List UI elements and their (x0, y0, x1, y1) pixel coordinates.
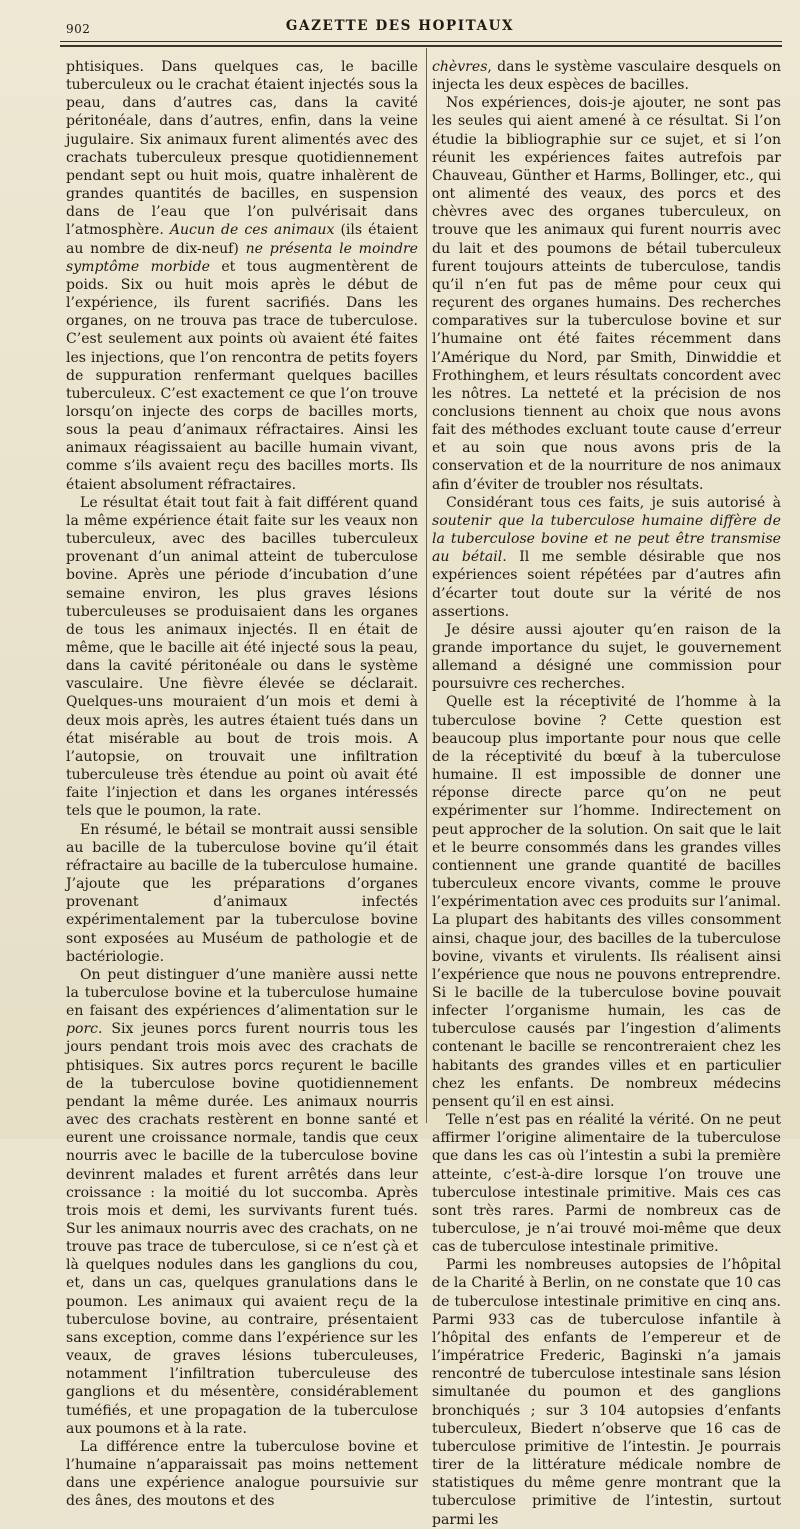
body-text: phtisiques. Dans quelques cas, le bacille tuberculeux ou le crachat étaient injectés sous la peau, dans d’autres cas, dans la cavité péritonéale, dans d’autres, enfin, dans la veine jugulaire. Six animaux furent alimentés avec des crachats tuberculeux presque quotidiennement pendant sept ou huit mois, quatre inhalèrent de grandes quantités de bacilles, en suspension dans de l’eau que l’on pulvérisait dans l’atmosphère. (66, 59, 418, 239)
body-text: Nos expériences, dois-je ajouter, ne sont pas les seules qui aient amené à ce résultat. Si l’on étudie la bibliographie sur ce sujet, et si l’on réunit les expériences faites autrefois par Chauveau, Günther et Harms, Bollinger, etc., qui ont alimenté des veaux, des porcs et des chèvres avec des organes tuberculeux, on trouve que les animaux qui furent nourris avec du lait et des poumons de bétail tuberculeux furent toujours atteints de tuberculose, tandis qu’il n’en fut pas de même pour ceux qui reçurent des organes humains. Des recherches comparatives sur la tuberculose bovine et sur l’humaine ont été faites récemment dans l’Amérique du Nord, par Smith, Dinwiddie et Frothinghem, et leurs résultats concordent avec les nôtres. La netteté et la précision de nos conclusions tiennent au choix que nous avons fait des méthodes excluant toute cause d’erreur et au soin que nous avons pris de la conservation et de la nourriture de nos animaux afin d’éviter de troubler nos résultats. (432, 95, 781, 493)
body-text: . Il me semble désirable que nos expériences soient répétées par d’autres afin d’écarter tout doute sur la vérité de nos assertions. (432, 549, 781, 620)
paragraph-continued (66, 58, 418, 494)
italic-text: soutenir que la tuberculose humaine diffère de la tuberculose bovine et ne peut être transmise au bétail (432, 512, 781, 566)
body-text: Considérant tous ces faits, je suis autorisé à (446, 494, 781, 511)
paragraph (432, 1111, 781, 1256)
paragraph (432, 94, 781, 493)
paragraph (66, 1438, 418, 1511)
body-text: (ils étaient au nombre de dix-neuf) (66, 222, 418, 257)
italic-text: ne présenta le moindre symptôme morbide (66, 240, 418, 275)
header-rule-thin (60, 41, 782, 42)
paragraph (432, 621, 781, 694)
italic-text: chèvres (432, 59, 488, 75)
paragraph (432, 494, 781, 621)
paragraph (66, 494, 418, 821)
column-divider (426, 48, 427, 1123)
italic-text: porc (66, 1021, 99, 1038)
italic-text: Aucun de ces animaux (169, 222, 335, 239)
paragraph-continued (432, 58, 781, 94)
left-column (66, 58, 418, 1511)
paragraph (432, 1256, 781, 1528)
body-text: et tous augmentèrent de poids. Six ou huit mois après le début de l’expérience, ils furent sacrifiés. Dans les organes, on ne trouva pas trace de tuberculose. C’est seulement aux points où avaient été faites les injections, que l’on rencontra de petits foyers de suppuration renfermant quelques bacilles tuberculeux. C’est exactement ce que l’on trouve lorsqu’on injecte des corps de bacilles morts, sous la peau d’animaux réfractaires. Ainsi les animaux réagissaient au bacille humain vivant, comme s’ils avaient reçu des bacilles morts. Ils étaient absolument réfractaires. (66, 258, 418, 493)
body-text: Parmi les nombreuses autopsies de l’hôpital de la Charité à Berlin, on ne constate que 10 cas de tuberculose intestinale primitive en cinq ans. Parmi 933 cas de tuberculose infantile à l’hôpital des enfants de l’empereur et de l’impératrice Frederic, Baginski n’a jamais rencontré de tuberculose intestinale sans lésion simultanée du poumon et des ganglions bronchiqués ; sur 3 104 autopsies d’enfants tuberculeux, Biedert n’observe que 16 cas de tuberculose primitive de l’intestin. Je pourrais tirer de la littérature médicale nombre de statistiques du même genre montrant que la tuberculose primitive de l’intestin, surtout parmi les (432, 1257, 781, 1528)
header-rule-thick (60, 45, 782, 47)
body-text: Telle n’est pas en réalité la vérité. On ne peut affirmer l’origine alimentaire de la tuberculose que dans les cas où l’intestin a subi la première atteinte, c’est-à-dire lorsque l’on trouve une tuberculose intestinale primitive. Mais ces cas sont très rares. Parmi de nombreux cas de tuberculose, je n’ai trouvé moi-même que deux cas de tuberculose intestinale primitive. (432, 1112, 781, 1256)
body-text: Le résultat était tout fait à fait différent quand la même expérience était faite sur les veaux non tuberculeux, avec des bacilles tuberculeux provenant d’un animal atteint de tuberculose bovine. Après une période d’incubation d’une semaine environ, les plus graves lésions tuberculeuses se produisaient dans les organes de tous les animaux injectés. Il en était de même, que le bacille ait été injecté sous la peau, dans la cavité péritonéale ou dans le système vasculaire. Une fièvre élevée se déclarait. Quelques-uns mouraient d’un mois et demi à deux mois après, les autres étaient tués dans un état misérable au bout de trois mois. A l’autopsie, on trouvait une infiltration tuberculeuse très étendue au point où avait été faite l’injection et dans les organes intéressés tels que le poumon, la rate. (66, 494, 418, 820)
body-text: , dans le système vasculaire desquels on injecta les deux espèces de bacilles. (432, 59, 781, 94)
body-text: On peut distinguer d’une manière aussi nette la tuberculose bovine et la tuberculose humaine en faisant des expériences d’alimentation sur le (66, 966, 418, 1020)
paragraph (66, 821, 418, 966)
right-column (432, 58, 781, 1529)
body-text: . Six jeunes porcs furent nourris tous les jours pendant trois mois avec des crachats de phtisiques. Six autres porcs reçurent le bacille de la tuberculose bovine quotidiennement pendant la même durée. Les animaux nourris avec des crachats restèrent en bonne santé et eurent une croissance normale, tandis que ceux nourris avec le bacille de la tuberculose bovine devinrent malades et furent arrêtés dans leur croissance : la moitié du lot succomba. Après trois mois et demi, les survivants furent tués. Sur les animaux nourris avec des crachats, on ne trouve pas trace de tuberculose, si ce n’est çà et là quelques nodules dans les ganglions du cou, et, dans un cas, quelques granulations dans le poumon. Les animaux qui avaient reçu de la tuberculose bovine, au contraire, présentaient sans exception, comme dans l’expérience sur les veaux, de graves lésions tuberculeuses, notamment l’infiltration tuberculeuse des ganglions et du mésentère, considérablement tuméfiés, et une propagation de la tuberculose aux poumons et à la rate. (66, 1021, 418, 1437)
paragraph (66, 966, 418, 1438)
running-title: GAZETTE DES HOPITAUX (285, 18, 515, 34)
paragraph (432, 693, 781, 1111)
body-text: Quelle est la réceptivité de l’homme à la tuberculose bovine ? Cette question est beaucoup plus importante pour nous que celle de la réceptivité du bœuf à la tuberculose humaine. Il est impossible de donner une réponse directe parce qu’on ne peut expérimenter sur l’homme. Indirectement on peut approcher de la solution. On sait que le lait et le beurre consommés dans les grandes villes contiennent une grande quantité de bacilles tuberculeux encore vivants, comme le prouve l’expérimentation avec ces produits sur l’animal. La plupart des habitants des villes consomment ainsi, chaque jour, des bacilles de la tuberculose bovine, vivants et virulents. Ils réalisent ainsi l’expérience que nous ne pouvons entreprendre. Si le bacille de la tuberculose bovine pouvait infecter l’organisme humain, les cas de tuberculose causés par l’ingestion d’aliments contenant le bacille se rencontreraient chez les habitants des grandes villes et en particulier chez les enfants. De nombreux médecins pensent qu’il en est ainsi. (432, 694, 781, 1110)
body-text: Je désire aussi ajouter qu’en raison de la grande importance du sujet, le gouvernement allemand a désigné une commission pour poursuivre ces recherches. (432, 621, 781, 693)
body-text: En résumé, le bétail se montrait aussi sensible au bacille de la tuberculose bovine qu’il était réfractaire au bacille de la tuberculose humaine. J’ajoute que les préparations d’organes provenant d’animaux infectés expérimentalement par la tuberculose bovine sont exposées au Muséum de pathologie et de bactériologie. (66, 821, 418, 965)
body-text: La différence entre la tuberculose bovine et l’humaine n’apparaissait pas moins nettement dans une expérience analogue poursuivie sur des ânes, des moutons et des (66, 1438, 418, 1510)
page-number: 902 (66, 22, 91, 36)
